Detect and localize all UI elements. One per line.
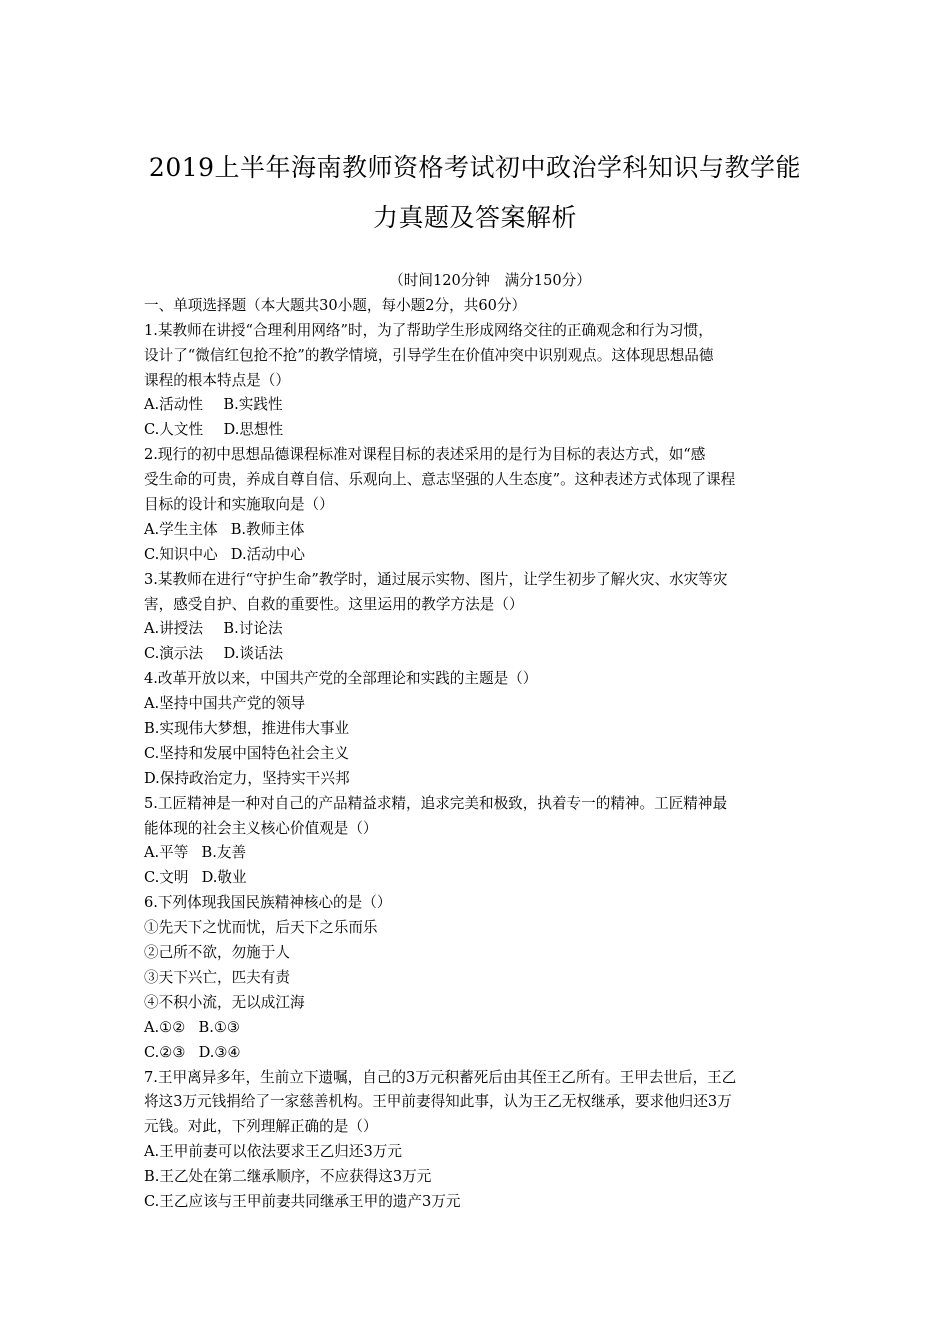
question-stem-line: 6.下列体现我国民族精神核心的是（） [144, 894, 392, 912]
option-a: A.①② [144, 1018, 186, 1036]
option-a: A.坚持中国共产党的领导 [144, 695, 306, 713]
option-row [144, 418, 812, 443]
option-row [144, 866, 812, 891]
option-c: C.知识中心 [144, 545, 218, 563]
question-stem-line: 3.某教师在进行“守护生命”教学时，通过展示实物、图片，让学生初步了解火灾、水灾等灾 [144, 570, 728, 588]
option-row [144, 1016, 812, 1041]
question-stem-line: 害，感受自护、自救的重要性。这里运用的教学方法是（） [144, 595, 524, 613]
question-5 [144, 792, 812, 892]
option-c: C.王乙应该与王甲前妻共同继承王甲的遗产3万元 [144, 1192, 461, 1210]
question-6 [144, 891, 812, 1065]
statement-4: ④不积小流，无以成江海 [144, 993, 305, 1011]
option-row [144, 518, 812, 543]
option-d: D.③④ [198, 1043, 241, 1061]
section-heading: 一、单项选择题（本大题共30小题，每小题2分，共60分） [144, 296, 527, 314]
exam-duration-note: （时间120分钟 满分150分） [389, 272, 591, 289]
document-title-line-1: 2019上半年海南教师资格考试初中政治学科知识与教学能 [148, 153, 802, 182]
question-stem-line: 4.改革开放以来，中国共产党的全部理论和实践的主题是（） [144, 670, 538, 688]
option-b: B.实践性 [223, 396, 283, 414]
option-c: C.演示法 [144, 645, 204, 663]
question-stem-line: 1.某教师在讲授“合理利用网络”时，为了帮助学生形成网络交往的正确观念和行为习惯， [144, 321, 713, 339]
question-7 [144, 1066, 812, 1215]
question-stem-line: 5.工匠精神是一种对自己的产品精益求精，追求完美和极致，执着专一的精神。工匠精神最 [144, 794, 728, 812]
question-stem-line: 7.王甲离异多年，生前立下遗嘱，自己的3万元积蓄死后由其侄王乙所有。王甲去世后，王乙 [144, 1068, 737, 1086]
option-a: A.王甲前妻可以依法要求王乙归还3万元 [144, 1143, 402, 1161]
option-row [144, 393, 812, 418]
statement-3: ③天下兴亡，匹夫有责 [144, 968, 290, 986]
option-a: A.学生主体 [144, 520, 218, 538]
document-title-line-2: 力真题及答案解析 [372, 203, 577, 232]
statement-2: ②己所不欲，勿施于人 [144, 944, 290, 962]
question-stem-line: 课程的根本特点是（） [144, 371, 290, 389]
option-row [144, 1041, 812, 1066]
question-2 [144, 443, 812, 567]
option-a: A.平等 [144, 844, 189, 862]
option-b: B.讨论法 [223, 620, 283, 638]
question-stem-line: 设计了“微信红包抢不抢”的教学情境，引导学生在价值冲突中识别观点。这体现思想品德 [144, 346, 714, 364]
option-c: C.文明 [144, 869, 189, 887]
option-row [144, 841, 812, 866]
question-3 [144, 568, 812, 668]
option-d: D.思想性 [223, 421, 284, 439]
option-b: B.实现伟大梦想，推进伟大事业 [144, 720, 350, 738]
option-c: C.②③ [144, 1043, 186, 1061]
document-body [144, 269, 812, 1215]
option-d: D.活动中心 [230, 545, 305, 563]
option-row [144, 642, 812, 667]
option-c: C.人文性 [144, 421, 204, 439]
option-row [144, 543, 812, 568]
statement-1: ①先天下之忧而忧，后天下之乐而乐 [144, 919, 378, 937]
question-stem-line: 目标的设计和实施取向是（） [144, 496, 334, 514]
option-d: D.敬业 [201, 869, 247, 887]
option-b: B.①③ [198, 1018, 241, 1036]
option-a: A.活动性 [144, 396, 203, 414]
question-stem-line: 元钱。对此，下列理解正确的是（） [144, 1118, 378, 1136]
question-stem-line: 将这3万元钱捐给了一家慈善机构。王甲前妻得知此事，认为王乙无权继承，要求他归还3万 [144, 1093, 732, 1111]
option-b: B.教师主体 [230, 520, 305, 538]
option-row [144, 617, 812, 642]
option-d: D.谈话法 [223, 645, 284, 663]
option-d: D.保持政治定力，坚持实干兴邦 [144, 769, 350, 787]
question-stem-line: 能体现的社会主义核心价值观是（） [144, 819, 378, 837]
option-b: B.王乙处在第二继承顺序，不应获得这3万元 [144, 1168, 432, 1186]
option-a: A.讲授法 [144, 620, 203, 638]
question-stem-line: 受生命的可贵，养成自尊自信、乐观向上、意志坚强的人生态度”。这种表述方式体现了课程 [144, 471, 736, 489]
option-c: C.坚持和发展中国特色社会主义 [144, 744, 350, 762]
option-b: B.友善 [201, 844, 247, 862]
question-4 [144, 667, 812, 791]
question-1 [144, 319, 812, 443]
question-stem-line: 2.现行的初中思想品德课程标准对课程目标的表述采用的是行为目标的表达方式，如“感 [144, 446, 706, 464]
